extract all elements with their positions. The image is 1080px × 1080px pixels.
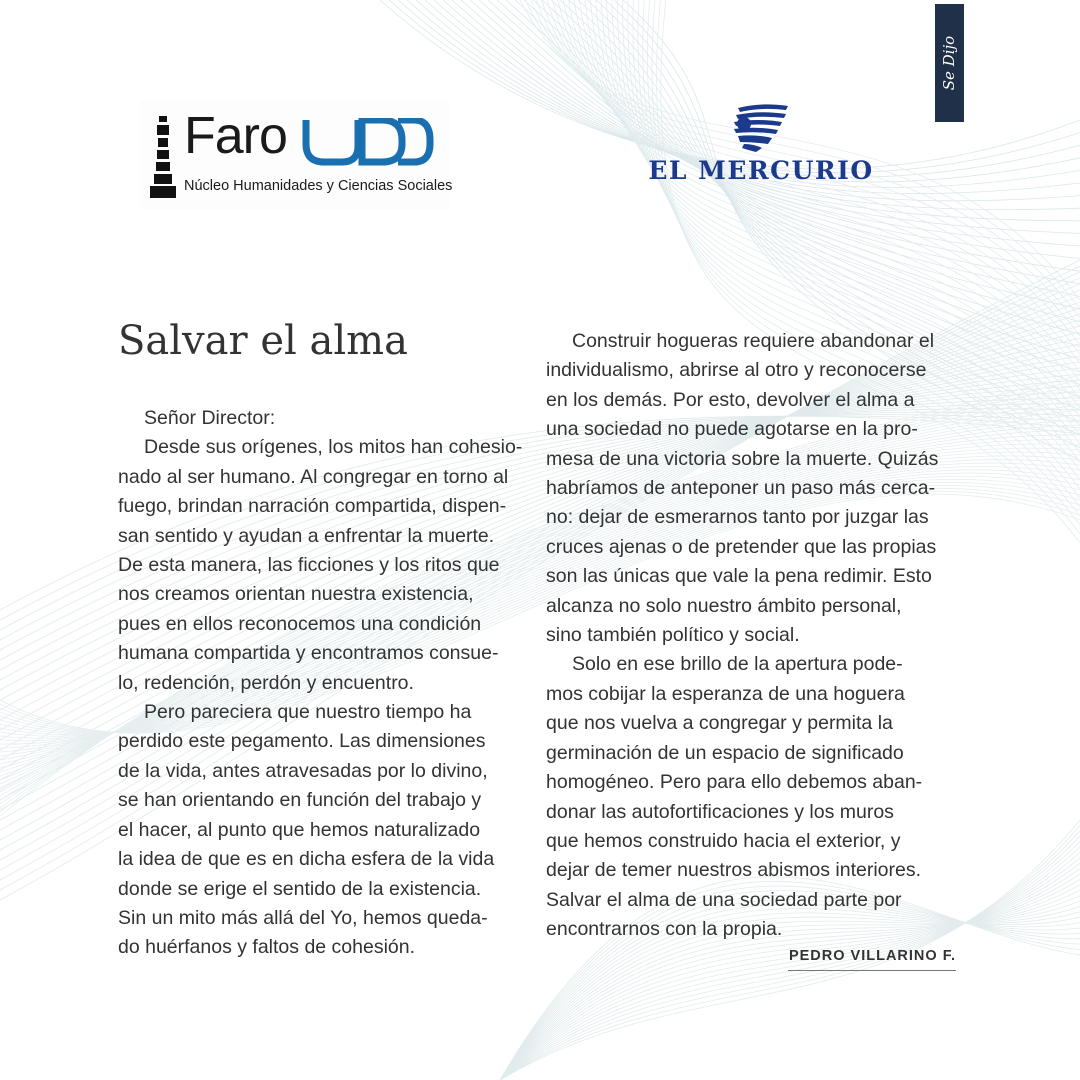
text-line: Salvar el alma de una sociedad parte por <box>546 888 902 911</box>
section-tab <box>935 4 964 122</box>
text-line: lo, redención, perdón y encuentro. <box>118 671 414 694</box>
text-line: encontrarnos con la propia. <box>546 918 783 941</box>
text-line: habríamos de anteponer un paso más cerca- <box>546 477 936 500</box>
text-line: no: dejar de esmerarnos tanto por juzgar las <box>546 506 929 529</box>
text-line: mesa de una victoria sobre la muerte. Quizás <box>546 447 939 470</box>
text-line: do huérfanos y faltos de cohesión. <box>118 936 416 959</box>
text-line: el hacer, al punto que hemos naturalizado <box>118 818 481 841</box>
udd-mark-icon <box>302 118 434 166</box>
mercury-head-icon <box>730 102 792 152</box>
text-line: individualismo, abrirse al otro y reconocerse <box>546 359 927 382</box>
text-line: dejar de temer nuestros abismos interiores. <box>546 859 922 882</box>
el-mercurio-logo <box>630 100 892 192</box>
text-line: Solo en ese brillo de la apertura pode- <box>572 653 903 676</box>
faro-udd-logo <box>140 100 453 210</box>
text-line: pues en ellos reconocemos una condición <box>118 612 482 635</box>
paragraph-2 <box>118 698 528 963</box>
text-line: donar las autofortificaciones y los muros <box>546 800 894 823</box>
text-line: fuego, brindan narración compartida, dispen- <box>118 495 507 518</box>
text-line: Construir hogueras requiere abandonar el <box>572 330 935 352</box>
text-line: la idea de que es en dicha esfera de la vida <box>118 848 495 871</box>
text-line: nado al ser humano. Al congregar en torno al <box>118 465 509 488</box>
paragraph-3 <box>546 327 976 650</box>
text-line: germinación de un espacio de significado <box>546 741 904 764</box>
text-line: que hemos construido hacia el exterior, y <box>546 829 901 852</box>
text-line: Desde sus orígenes, los mitos han cohesio- <box>144 436 523 459</box>
text-line: sino también político y social. <box>546 624 800 647</box>
paragraph-1 <box>118 433 528 698</box>
text-line: cruces ajenas o de pretender que las propias <box>546 535 937 558</box>
text-line: De esta manera, las ficciones y los ritos que <box>118 554 500 577</box>
text-line: donde se erige el sentido de la existencia. <box>118 877 482 900</box>
text-line: que nos vuelva a congregar y permita la <box>546 712 893 735</box>
text-line: Sin un mito más allá del Yo, hemos queda- <box>118 906 488 929</box>
faro-subtitle: Núcleo Humanidades y Ciencias Sociales <box>184 178 453 194</box>
text-line: perdido este pegamento. Las dimensiones <box>118 730 486 753</box>
text-line: mos cobijar la esperanza de una hoguera <box>546 682 905 705</box>
text-line: se han orientando en función del trabajo y <box>118 789 482 812</box>
faro-wordmark: Faro <box>184 107 287 165</box>
text-line: san sentido y ayudan a enfrentar la muerte. <box>118 524 495 547</box>
text-line: alcanza no solo nuestro ámbito personal, <box>546 594 902 617</box>
text-line: de la vida, antes atravesadas por lo divino, <box>118 759 488 782</box>
salutation-line: Señor Director: <box>144 407 276 429</box>
article-column-right <box>546 327 976 945</box>
el-mercurio-wordmark: EL MERCURIO <box>648 156 874 185</box>
text-line: humana compartida y encontramos consue- <box>118 642 499 665</box>
text-line: homogéneo. Pero para ello debemos aban- <box>546 771 923 794</box>
lighthouse-icon <box>148 116 178 198</box>
paragraph-4 <box>546 650 976 944</box>
text-line: son las únicas que vale la pena redimir. Esto <box>546 565 932 588</box>
text-line: Pero pareciera que nuestro tiempo ha <box>144 701 472 724</box>
article-column-left <box>118 404 528 963</box>
text-line: nos creamos orientan nuestra existencia, <box>118 583 474 606</box>
text-line: en los demás. Por esto, devolver el alma a <box>546 388 915 411</box>
article-headline: Salvar el alma <box>118 318 408 364</box>
text-line: una sociedad no puede agotarse en la pro- <box>546 418 918 441</box>
author-signature: PEDRO VILLARINO F. <box>788 948 956 971</box>
section-tab-label: Se Dijo <box>940 35 959 91</box>
